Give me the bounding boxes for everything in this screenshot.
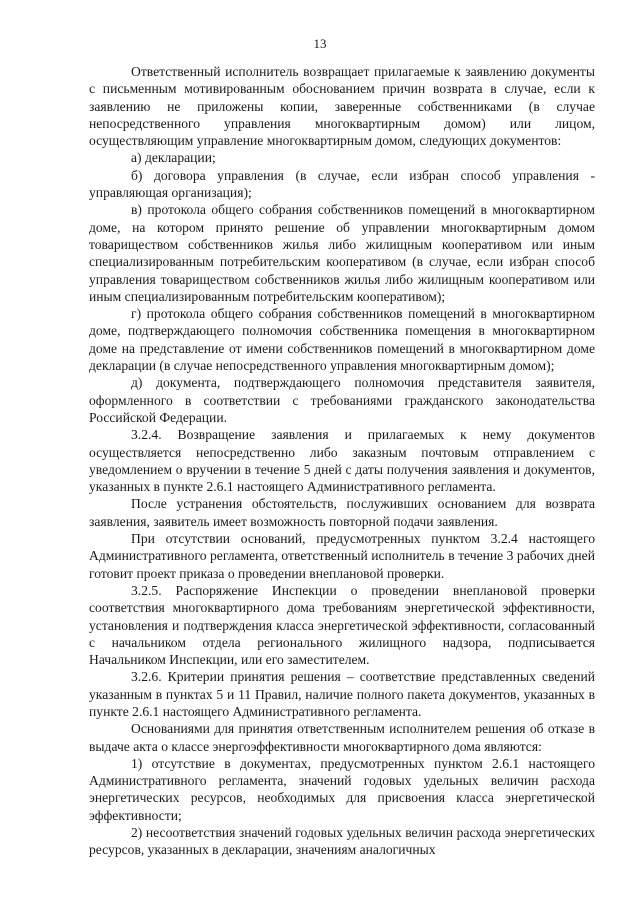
list-item-g: г) протокола общего собрания собственников помещений в многоквартирном доме, подтверждающего полномочия собственника помещения в многоквартирном доме на представление от имени собственников помещений в многоквартирном доме декларации (в случае непосредственного управления многоквартирным домом); — [89, 306, 595, 374]
paragraph-no-grounds: При отсутствии оснований, предусмотренных пунктом 3.2.4 настоящего Административного регламента, ответственный исполнитель в течение 3 рабочих дней готовит проект приказа о проведении внеплановой проверки. — [89, 531, 595, 581]
paragraph-3-2-4: 3.2.4. Возвращение заявления и прилагаемых к нему документов осуществляется непосредственно либо заказным почтовым отправлением с уведомлением о вручении в течение 5 дней с даты получения заявления и документов, указанных в пункте 2.6.1 настоящего Административного регламента. — [89, 427, 595, 495]
paragraph-3-2-6: 3.2.6. Критерии принятия решения – соответствие представленных сведений указанным в пунктах 5 и 11 Правил, наличие полного пакета документов, указанных в пункте 2.6.1 настоящего Административного регламента. — [89, 669, 595, 719]
paragraph-return-intro: Ответственный исполнитель возвращает прилагаемые к заявлению документы с письменным мотивированным обоснованием причин возврата в случае, если к заявлению не приложены копии, заверенные собственниками (в случае непосредственного управления многоквартирным домом) или лицом, осуществляющим управление многоквартирным домом, следующих документов: — [89, 64, 595, 149]
paragraph-3-2-5: 3.2.5. Распоряжение Инспекции о проведении внеплановой проверки соответствия многоквартирного дома требованиям энергетической эффективности, установления и подтверждения класса энергетической эффективности, согласованный с начальником отдела регионального жилищного надзора, подписывается Начальником Инспекции, или его заместителем. — [89, 582, 595, 668]
refusal-ground-1: 1) отсутствие в документах, предусмотренных пунктом 2.6.1 настоящего Административного регламента, значений годовых удельных величин расхода энергетических ресурсов, необходимых для присвоения класса энергетической эффективности; — [89, 755, 595, 823]
paragraph-resubmission: После устранения обстоятельств, послуживших основанием для возврата заявления, заявитель имеет возможность повторной подачи заявления. — [89, 496, 595, 529]
paragraph-refusal-grounds: Основаниями для принятия ответственным исполнителем решения об отказе в выдаче акта о классе энергоэффективности многоквартирного дома являются: — [89, 721, 595, 754]
list-item-a: а) декларации; — [131, 150, 216, 166]
list-item-b: б) договора управления (в случае, если избран способ управления - управляющая организация); — [89, 167, 595, 201]
page-number: 13 — [313, 36, 327, 51]
list-item-d: д) документа, подтверждающего полномочия представителя заявителя, оформленного в соответствии с требованиями гражданского законодательства Российской Федерации. — [89, 375, 595, 425]
document-body — [89, 63, 595, 859]
list-item-v: в) протокола общего собрания собственников помещений в многоквартирном доме, на котором принято решение об управлении многоквартирным домом товариществом собственников жилья либо жилищным кооперативом или иным специализированным потребительским кооперативом (в случае, если избран способ управления товариществом собственников жилья либо жилищным кооперативом или иным специализированным потребительским кооперативом); — [89, 202, 595, 304]
refusal-ground-2: 2) несоответствия значений годовых удельных величин расхода энергетических ресурсов, указанных в декларации, значениям аналогичных — [89, 825, 595, 858]
